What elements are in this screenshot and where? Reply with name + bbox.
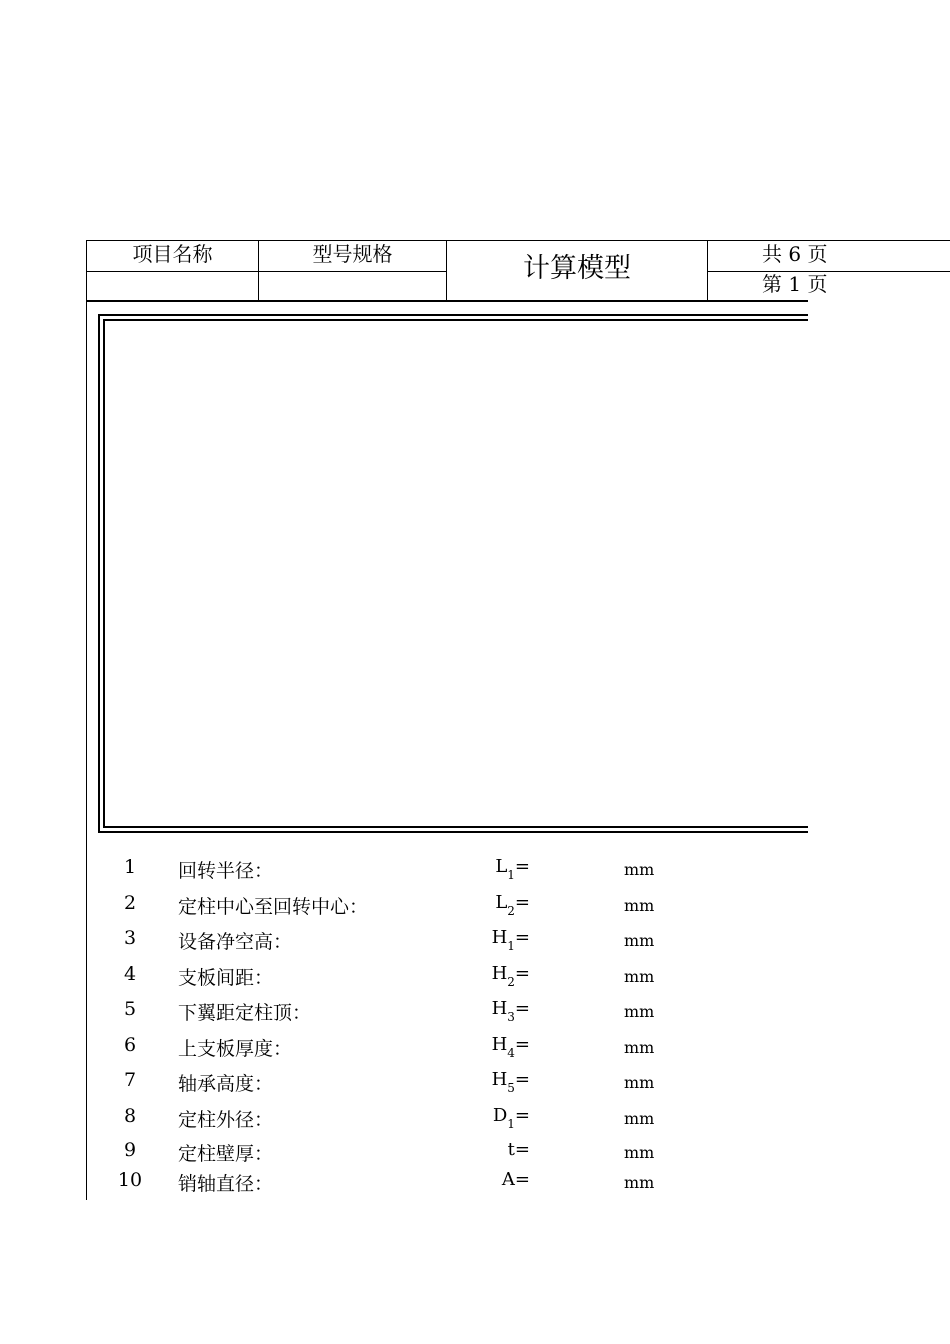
param-row	[0, 1135, 950, 1169]
param-symbol: $L_2=$	[495, 892, 530, 918]
param-label: 定柱壁厚：	[178, 1143, 274, 1165]
param-row	[0, 994, 950, 1028]
param-symbol: $D_1=$	[492, 1105, 530, 1131]
param-unit: mm	[624, 1073, 655, 1092]
model-spec-label: 型号规格	[312, 242, 393, 266]
param-unit: mm	[624, 1038, 655, 1057]
param-row	[0, 888, 950, 922]
model-drawing-frame-inner	[103, 319, 838, 828]
param-row	[0, 852, 950, 886]
param-symbol: $H_2=$	[491, 963, 530, 989]
param-label: 下翼距定柱顶：	[178, 1002, 312, 1024]
param-symbol: t=	[507, 1139, 530, 1160]
param-row	[0, 1165, 950, 1199]
param-label: 设备净空高：	[178, 931, 293, 953]
param-row	[0, 1030, 950, 1064]
param-row	[0, 1101, 950, 1135]
frame-clip-mask	[808, 300, 950, 860]
param-label: 回转半径：	[178, 860, 274, 882]
param-label: 定柱外径：	[178, 1109, 274, 1131]
param-number: 10	[117, 1169, 143, 1191]
project-name-label: 项目名称	[132, 242, 213, 266]
param-symbol: A=	[501, 1169, 530, 1190]
header-mid-border-right	[707, 271, 950, 272]
param-unit: mm	[624, 860, 655, 879]
param-unit: mm	[624, 896, 655, 915]
param-label: 支板间距：	[178, 967, 274, 989]
param-label: 轴承高度：	[178, 1073, 274, 1095]
param-label: 销轴直径：	[178, 1173, 274, 1195]
param-symbol: $H_4=$	[491, 1034, 530, 1060]
param-unit: mm	[624, 1143, 655, 1162]
param-number: 5	[123, 998, 137, 1020]
param-row	[0, 959, 950, 993]
param-label: 定柱中心至回转中心：	[178, 896, 369, 918]
current-page: 第 1 页	[762, 272, 828, 296]
param-number: 7	[123, 1069, 137, 1091]
param-number: 6	[123, 1034, 137, 1056]
total-pages: 共 6 页	[762, 242, 828, 266]
project-name-value[interactable]	[87, 272, 258, 300]
param-symbol: $L_1=$	[495, 856, 530, 882]
param-symbol: $H_1=$	[491, 927, 530, 953]
param-unit: mm	[624, 967, 655, 986]
model-spec-value[interactable]	[259, 272, 446, 300]
param-unit: mm	[624, 931, 655, 950]
param-number: 9	[123, 1139, 137, 1161]
param-symbol: $H_3=$	[491, 998, 530, 1024]
header-col-divider-3	[707, 240, 708, 302]
param-label: 上支板厚度：	[178, 1038, 293, 1060]
param-row	[0, 923, 950, 957]
param-number: 8	[123, 1105, 137, 1127]
param-symbol: $H_5=$	[491, 1069, 530, 1095]
param-number: 4	[123, 963, 137, 985]
param-row	[0, 1065, 950, 1099]
param-number: 1	[123, 856, 137, 878]
param-number: 3	[123, 927, 137, 949]
param-unit: mm	[624, 1109, 655, 1128]
param-number: 2	[123, 892, 137, 914]
param-unit: mm	[624, 1173, 655, 1192]
page-title: 计算模型	[523, 253, 631, 284]
param-unit: mm	[624, 1002, 655, 1021]
